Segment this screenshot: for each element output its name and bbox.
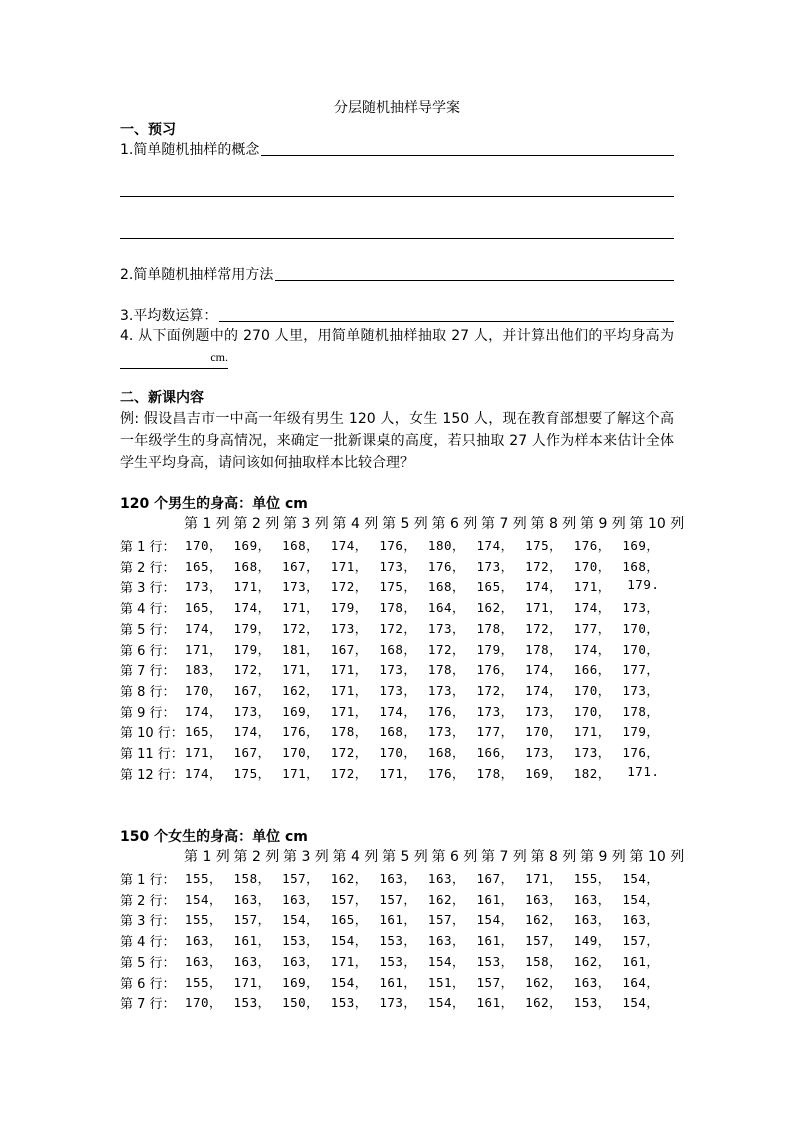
- column-header: 第 3 列: [283, 516, 329, 532]
- height-value: 177，: [573, 620, 611, 636]
- height-value: 154，: [476, 912, 514, 928]
- height-value: 171，: [573, 579, 611, 595]
- height-value: 153，: [379, 953, 417, 969]
- row-label: 第 11 行：: [120, 747, 184, 762]
- height-value: 171，: [330, 558, 368, 574]
- column-header: 第 5 列: [382, 849, 428, 865]
- column-header: 第 5 列: [382, 516, 428, 532]
- column-header: 第 4 列: [332, 849, 379, 865]
- height-value: 178，: [622, 703, 660, 719]
- height-value: 173，: [573, 745, 611, 760]
- height-value: 157，: [525, 933, 563, 949]
- row-label: 第 4 行：: [120, 935, 176, 951]
- height-value: 172，: [427, 641, 465, 657]
- height-value: 174，: [476, 538, 514, 553]
- height-value: 154，: [427, 995, 465, 1011]
- height-value: 174，: [233, 600, 271, 616]
- answer-line[interactable]: [120, 238, 674, 239]
- height-value: 174，: [379, 703, 417, 719]
- question-4-answer-blank[interactable]: [120, 347, 228, 369]
- height-value: 173，: [525, 703, 563, 719]
- height-value: 157，: [282, 871, 320, 886]
- height-value: 176，: [622, 745, 660, 760]
- height-value: 163，: [573, 912, 611, 928]
- height-value: 161，: [476, 995, 514, 1011]
- section-preview-heading: 一、预习: [120, 122, 176, 138]
- height-value: 165，: [184, 724, 222, 740]
- height-value: 168，: [622, 558, 660, 574]
- height-value: 163，: [184, 953, 222, 969]
- row-label: 第 4 行：: [120, 602, 176, 618]
- height-value: 168，: [233, 558, 271, 574]
- height-value: 162，: [476, 600, 514, 616]
- height-value: 169，: [282, 703, 320, 719]
- height-value: 154，: [622, 891, 660, 907]
- height-value: 169，: [525, 765, 563, 781]
- row-label: 第 5 行：: [120, 955, 176, 971]
- question-3: [120, 305, 674, 325]
- height-value: 174，: [184, 620, 222, 636]
- height-value: 170，: [184, 682, 222, 698]
- height-value: 173，: [622, 600, 660, 616]
- height-value: 154，: [330, 974, 368, 990]
- height-value: 154，: [330, 933, 368, 949]
- height-value: 173，: [622, 682, 660, 698]
- height-value: 158，: [525, 953, 563, 969]
- height-value: 162，: [525, 995, 563, 1011]
- height-value: 176，: [282, 724, 320, 740]
- height-value: 167，: [476, 871, 514, 886]
- example-paragraph: 例: 假设昌吉市一中高一年级有男生 120 人，女生 150 人，现在教育部想要了解这个高一年级学生的身高情况，来确定一批新课桌的高度，若只抽取 27 人作为样本来估计全体学生平均身高，请问该如何抽取样本比较合理？: [120, 411, 674, 471]
- height-value: 154，: [184, 891, 222, 907]
- height-value: 173，: [525, 745, 563, 760]
- column-header: 第 6 列: [431, 849, 478, 865]
- height-value: 170，: [184, 995, 222, 1011]
- question-4: [120, 326, 674, 369]
- height-value: 174，: [525, 579, 563, 595]
- row-label: 第 7 行：: [120, 664, 176, 680]
- height-value: 172，: [525, 558, 563, 574]
- height-value: 183，: [184, 662, 222, 678]
- height-value: 163，: [573, 974, 611, 990]
- height-value: 173，: [379, 662, 417, 678]
- height-value: 172，: [476, 682, 514, 698]
- height-value: 182，: [573, 765, 611, 781]
- height-value: 168，: [427, 745, 465, 760]
- height-value: 176，: [476, 662, 514, 678]
- height-value: 165，: [330, 912, 368, 928]
- column-header: 第 8 列: [530, 849, 577, 865]
- height-value: 174，: [330, 538, 368, 553]
- height-value: 154，: [622, 871, 660, 886]
- height-value: 172，: [233, 662, 271, 678]
- height-value: 171，: [330, 703, 368, 719]
- height-value: 177，: [622, 662, 660, 678]
- height-value: 171，: [184, 641, 222, 657]
- column-header: 第 3 列: [283, 849, 329, 865]
- height-value: 167，: [330, 641, 368, 657]
- column-header: 第 2 列: [233, 849, 280, 865]
- height-value: 176，: [573, 538, 611, 553]
- height-value: 155，: [184, 871, 222, 886]
- height-value: 179，: [330, 600, 368, 616]
- height-value: 170，: [282, 745, 320, 760]
- height-value: 179，: [233, 620, 271, 636]
- height-value: 167，: [282, 558, 320, 574]
- height-value: 151，: [427, 974, 465, 990]
- height-value: 162，: [525, 912, 563, 928]
- height-value: 163，: [233, 953, 271, 969]
- height-value: 173，: [476, 703, 514, 719]
- row-label: 第 3 行：: [120, 914, 176, 930]
- height-value: 171，: [282, 662, 320, 678]
- height-value: 178，: [476, 765, 514, 781]
- question-4-text: 4. 从下面例题中的 270 人里，用简单随机抽样抽取 27 人，并计算出他们的平均身高为: [120, 328, 674, 344]
- height-value: 149，: [573, 933, 611, 949]
- height-value: 173，: [476, 558, 514, 574]
- answer-line[interactable]: [120, 196, 674, 197]
- height-value: 157，: [379, 891, 417, 907]
- girls-column-headers: [184, 846, 685, 866]
- question-1: [120, 139, 674, 159]
- question-1-label: 1.简单随机抽样的概念: [120, 142, 260, 158]
- height-value: 172，: [330, 765, 368, 781]
- height-value: 165，: [184, 600, 222, 616]
- height-value: 171，: [330, 662, 368, 678]
- height-value: 179，: [622, 724, 660, 740]
- height-value: 163，: [427, 933, 465, 949]
- height-value: 172，: [282, 620, 320, 636]
- row-label: 第 9 行：: [120, 705, 176, 721]
- height-value: 165，: [476, 579, 514, 595]
- height-value: 179，: [233, 641, 271, 657]
- height-value: 179.: [627, 577, 660, 593]
- unit-label: cm.: [210, 350, 228, 364]
- boys-column-headers: [184, 513, 685, 533]
- height-value: 153，: [476, 953, 514, 969]
- height-value: 154，: [622, 995, 660, 1011]
- question-2-label: 2.简单随机抽样常用方法: [120, 267, 274, 283]
- row-label: 第 8 行：: [120, 684, 176, 700]
- height-value: 174，: [233, 724, 271, 740]
- height-value: 171，: [282, 765, 320, 781]
- height-value: 170，: [184, 538, 222, 553]
- height-value: 169，: [282, 974, 320, 990]
- height-value: 161，: [476, 933, 514, 949]
- row-label: 第 6 行：: [120, 976, 176, 992]
- row-label: 第 5 行：: [120, 622, 176, 638]
- height-value: 166，: [573, 662, 611, 678]
- height-value: 170，: [573, 682, 611, 698]
- height-value: 170，: [573, 703, 611, 719]
- row-label: 第 10 行：: [120, 726, 184, 742]
- height-value: 155，: [184, 912, 222, 928]
- row-label: 第 2 行：: [120, 893, 176, 909]
- height-value: 178，: [379, 600, 417, 616]
- height-value: 163，: [573, 891, 611, 907]
- height-value: 173，: [379, 558, 417, 574]
- height-value: 176，: [427, 703, 465, 719]
- height-value: 172，: [330, 745, 368, 760]
- column-header: 第 6 列: [431, 516, 478, 532]
- height-value: 176，: [379, 538, 417, 553]
- height-value: 153，: [379, 933, 417, 949]
- height-value: 175，: [233, 765, 271, 781]
- height-value: 157，: [427, 912, 465, 928]
- girls-table-title: 150 个女生的身高：单位 cm: [120, 829, 308, 845]
- height-value: 179，: [476, 641, 514, 657]
- column-header: 第 10 列: [629, 516, 685, 532]
- height-value: 175，: [525, 538, 563, 553]
- question-3-answer-line[interactable]: [219, 320, 674, 322]
- height-value: 161，: [233, 933, 271, 949]
- height-value: 178，: [330, 724, 368, 740]
- row-label: 第 12 行：: [120, 767, 184, 783]
- height-value: 162，: [525, 974, 563, 990]
- height-value: 172，: [330, 579, 368, 595]
- height-value: 173，: [427, 724, 465, 740]
- height-value: 162，: [282, 682, 320, 698]
- height-value: 168，: [282, 538, 320, 553]
- height-value: 165，: [184, 558, 222, 574]
- height-value: 173，: [379, 995, 417, 1011]
- height-value: 163，: [282, 891, 320, 907]
- height-value: 170，: [622, 641, 660, 657]
- height-value: 167，: [233, 745, 271, 760]
- height-value: 163，: [525, 891, 563, 907]
- height-value: 171.: [627, 763, 660, 779]
- height-value: 173，: [379, 682, 417, 698]
- boys-table-title: 120 个男生的身高：单位 cm: [120, 496, 308, 512]
- height-value: 153，: [330, 995, 368, 1011]
- row-label: 第 1 行：: [120, 873, 176, 888]
- height-value: 166，: [476, 745, 514, 760]
- section-new-content-heading: 二、新课内容: [120, 390, 204, 406]
- column-header: 第 7 列: [481, 516, 527, 532]
- height-value: 171，: [330, 682, 368, 698]
- row-label: 第 2 行：: [120, 560, 176, 576]
- column-header: 第 8 列: [530, 516, 577, 532]
- height-value: 173，: [282, 579, 320, 595]
- height-value: 161，: [622, 953, 660, 969]
- height-value: 170，: [525, 724, 563, 740]
- height-value: 174，: [573, 600, 611, 616]
- height-value: 171，: [525, 600, 563, 616]
- height-value: 170，: [622, 620, 660, 636]
- column-header: 第 10 列: [629, 849, 685, 865]
- height-value: 175，: [379, 579, 417, 595]
- height-value: 153，: [282, 933, 320, 949]
- row-label: 第 6 行：: [120, 643, 176, 659]
- height-value: 161，: [379, 912, 417, 928]
- height-value: 162，: [330, 871, 368, 886]
- column-header: 第 1 列: [184, 849, 230, 865]
- height-value: 171，: [282, 600, 320, 616]
- question-2-answer-line[interactable]: [275, 279, 674, 281]
- column-header: 第 2 列: [233, 516, 280, 532]
- height-value: 170，: [573, 558, 611, 574]
- column-header: 第 1 列: [184, 516, 230, 532]
- height-value: 171，: [233, 579, 271, 595]
- column-header: 第 9 列: [580, 516, 626, 532]
- height-value: 155，: [184, 974, 222, 990]
- height-value: 157，: [330, 891, 368, 907]
- height-value: 153，: [573, 995, 611, 1011]
- height-value: 174，: [184, 765, 222, 781]
- height-value: 164，: [622, 974, 660, 990]
- height-value: 163，: [622, 912, 660, 928]
- height-value: 174，: [184, 703, 222, 719]
- height-value: 172，: [525, 620, 563, 636]
- height-value: 167，: [233, 682, 271, 698]
- height-value: 178，: [476, 620, 514, 636]
- height-value: 168，: [379, 641, 417, 657]
- column-header: 第 9 列: [580, 849, 626, 865]
- height-value: 171，: [330, 953, 368, 969]
- height-value: 173，: [427, 682, 465, 698]
- height-value: 180，: [427, 538, 465, 553]
- height-value: 157，: [622, 933, 660, 949]
- height-value: 173，: [427, 620, 465, 636]
- height-value: 154，: [427, 953, 465, 969]
- height-value: 171，: [184, 745, 222, 760]
- question-3-label: 3.平均数运算：: [120, 308, 218, 324]
- height-value: 176，: [427, 558, 465, 574]
- height-value: 171，: [525, 871, 563, 886]
- height-value: 176，: [427, 765, 465, 781]
- height-value: 164，: [427, 600, 465, 616]
- height-value: 171，: [573, 724, 611, 740]
- height-value: 173，: [233, 703, 271, 719]
- row-label: 第 7 行：: [120, 997, 176, 1013]
- column-header: 第 4 列: [332, 516, 379, 532]
- height-value: 161，: [476, 891, 514, 907]
- page-title: 分层随机抽样导学案: [334, 100, 460, 116]
- height-value: 173，: [330, 620, 368, 636]
- height-value: 178，: [525, 641, 563, 657]
- height-value: 170，: [379, 745, 417, 760]
- height-value: 174，: [525, 662, 563, 678]
- height-value: 169，: [233, 538, 271, 553]
- question-1-answer-line[interactable]: [261, 154, 674, 156]
- height-value: 168，: [379, 724, 417, 740]
- height-value: 163，: [233, 891, 271, 907]
- height-value: 150，: [282, 995, 320, 1011]
- height-value: 178，: [427, 662, 465, 678]
- height-value: 169，: [622, 538, 660, 553]
- height-value: 181，: [282, 641, 320, 657]
- height-value: 177，: [476, 724, 514, 740]
- height-value: 153，: [233, 995, 271, 1011]
- height-value: 163，: [427, 871, 465, 886]
- height-value: 162，: [427, 891, 465, 907]
- height-value: 155，: [573, 871, 611, 886]
- height-value: 174，: [573, 641, 611, 657]
- row-label: 第 3 行：: [120, 581, 176, 597]
- height-value: 163，: [184, 933, 222, 949]
- height-value: 174，: [525, 682, 563, 698]
- height-value: 154，: [282, 912, 320, 928]
- height-value: 162，: [573, 953, 611, 969]
- question-2: [120, 264, 674, 284]
- height-value: 171，: [233, 974, 271, 990]
- height-value: 161，: [379, 974, 417, 990]
- height-value: 168，: [427, 579, 465, 595]
- height-value: 173，: [184, 579, 222, 595]
- height-value: 172，: [379, 620, 417, 636]
- height-value: 158，: [233, 871, 271, 886]
- height-value: 163，: [282, 953, 320, 969]
- height-value: 171，: [379, 765, 417, 781]
- height-value: 157，: [476, 974, 514, 990]
- height-value: 157，: [233, 912, 271, 928]
- height-value: 163，: [379, 871, 417, 886]
- column-header: 第 7 列: [481, 849, 527, 865]
- row-label: 第 1 行：: [120, 540, 176, 555]
